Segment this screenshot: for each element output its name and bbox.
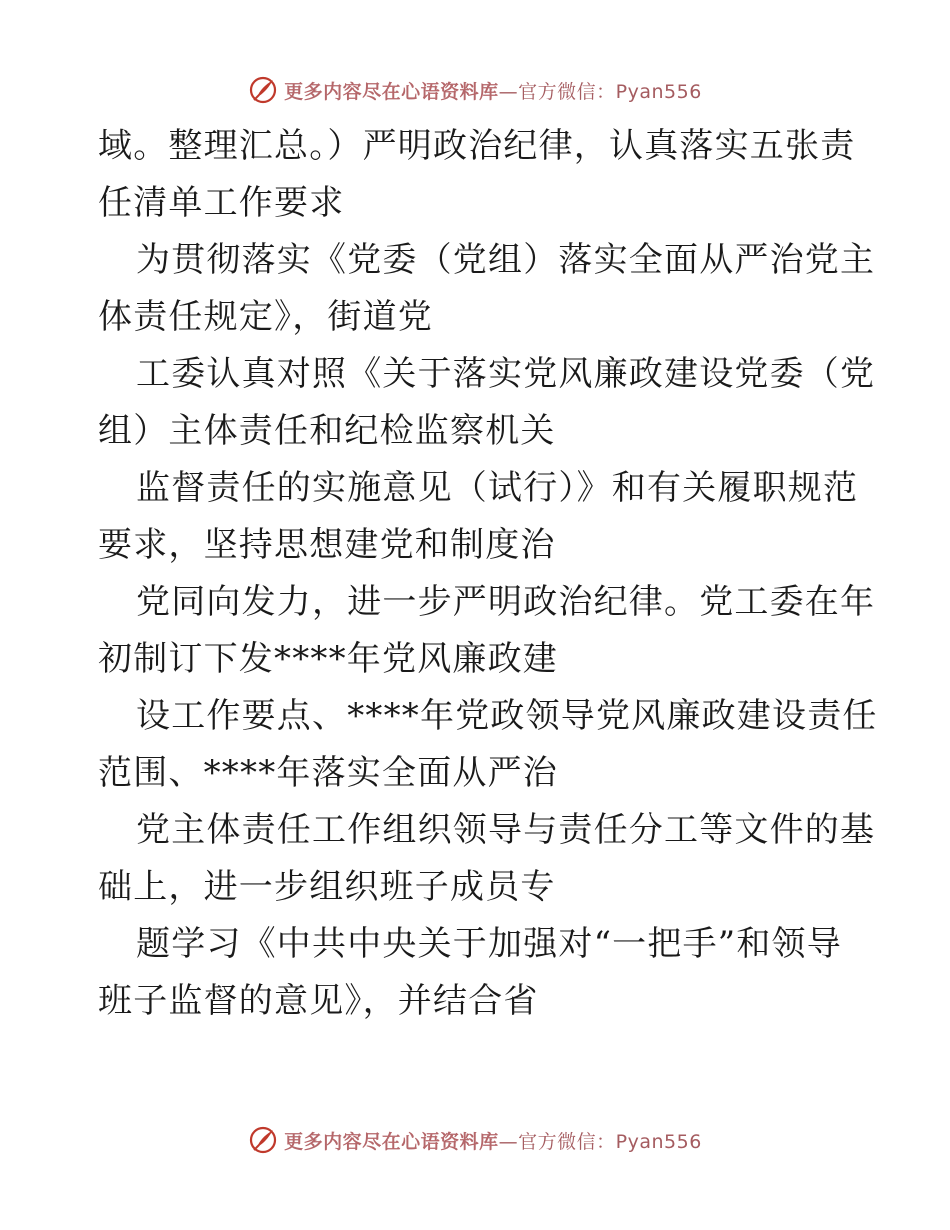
text-line: 题学习《中共中央关于加强对“一把手”和领导 bbox=[136, 924, 842, 964]
text-line: 体责任规定》，街道党 bbox=[98, 297, 433, 337]
watermark-separator: — bbox=[498, 1130, 519, 1153]
text-line: 组）主体责任和纪检监察机关 bbox=[98, 411, 556, 451]
header-watermark bbox=[0, 70, 950, 110]
text-line: 监督责任的实施意见（试行）》和有关履职规范 bbox=[136, 468, 859, 508]
text-line: 初制订下发****年党风廉政建 bbox=[98, 639, 558, 679]
watermark-wechat: 官方微信：Pyan556 bbox=[518, 80, 702, 103]
document-body bbox=[98, 118, 878, 1030]
text-line: 域。整理汇总。）严明政治纪律，认真落实五张责 bbox=[98, 126, 856, 166]
text-line: 设工作要点、****年党政领导党风廉政建设责任 bbox=[136, 696, 878, 736]
text-line: 工委认真对照《关于落实党风廉政建设党委（党 bbox=[136, 354, 876, 394]
quill-pen-logo-icon bbox=[248, 1125, 278, 1155]
watermark-separator: — bbox=[498, 80, 519, 103]
text-line: 础上，进一步组织班子成员专 bbox=[98, 867, 556, 907]
watermark-wechat: 官方微信：Pyan556 bbox=[518, 1130, 702, 1153]
text-line: 班子监督的意见》，并结合省 bbox=[98, 981, 539, 1021]
text-line: 要求，坚持思想建党和制度治 bbox=[98, 525, 556, 565]
watermark-brand: 更多内容尽在心语资料库 bbox=[284, 80, 499, 103]
watermark-text bbox=[284, 77, 702, 104]
quill-pen-logo-icon bbox=[248, 75, 278, 105]
watermark-brand: 更多内容尽在心语资料库 bbox=[284, 1130, 499, 1153]
text-line: 任清单工作要求 bbox=[98, 183, 345, 223]
text-line: 为贯彻落实《党委（党组）落实全面从严治党主 bbox=[136, 240, 876, 280]
text-line: 党主体责任工作组织领导与责任分工等文件的基 bbox=[136, 810, 876, 850]
footer-watermark bbox=[0, 1120, 950, 1160]
watermark-text bbox=[284, 1127, 702, 1154]
text-line: 范围、****年落实全面从严治 bbox=[98, 753, 558, 793]
text-line: 党同向发力，进一步严明政治纪律。党工委在年 bbox=[136, 582, 876, 622]
